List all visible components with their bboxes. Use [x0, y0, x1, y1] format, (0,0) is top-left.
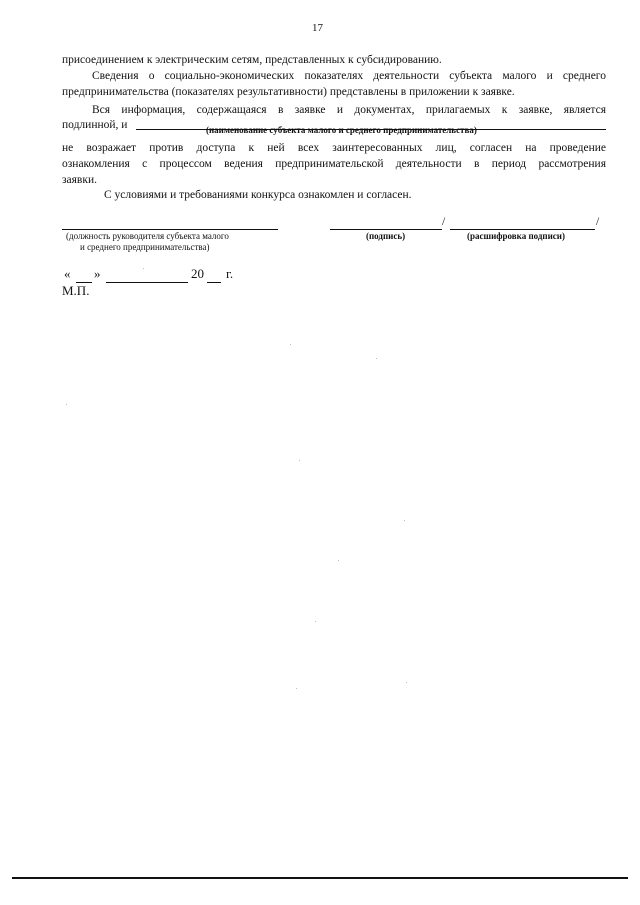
date-open-quote: «: [64, 266, 71, 281]
scan-speck: [290, 344, 291, 345]
text-line-3: предпринимательства (показателях результативности) представлены в приложении к заявке.: [62, 86, 515, 98]
signature-decoding-line: [450, 229, 595, 230]
scan-speck: [406, 682, 407, 683]
position-line: [62, 229, 278, 230]
signature-slash-2: /: [596, 216, 600, 228]
text-line-4: Вся информация, содержащаяся в заявке и документах, прилагаемых к заявке, является: [92, 104, 606, 116]
date-year-line: [207, 282, 221, 283]
page-bottom-edge: [12, 877, 628, 879]
signature-decoding-caption: (расшифровка подписи): [467, 231, 565, 241]
scan-speck: [315, 621, 316, 622]
text-line-8: заявки.: [62, 174, 97, 186]
agreement-statement: С условиями и требованиями конкурса ознакомлен и согласен.: [104, 189, 412, 201]
position-caption-2: и среднего предпринимательства): [80, 242, 210, 252]
text-line-7: ознакомления с процессом ведения предпринимательской деятельности в период рассмотрения: [62, 158, 606, 170]
scan-speck: [299, 460, 300, 461]
scan-speck: [404, 520, 405, 521]
text-line-6: не возражает против доступа к ней всех заинтересованных лиц, согласен на проведение: [62, 142, 606, 154]
scan-speck: [338, 560, 339, 561]
date-close-quote: »: [94, 266, 101, 281]
seal-label: М.П.: [62, 283, 90, 298]
text-line-1: присоединением к электрическим сетям, представленных к субсидированию.: [62, 54, 442, 66]
date-month-line: [106, 282, 188, 283]
signature-slash-1: /: [442, 216, 446, 228]
scan-speck: [66, 404, 67, 405]
scan-speck: [296, 688, 297, 689]
text-line-2: Сведения о социально-экономических показателях деятельности субъекта малого и среднего: [92, 70, 606, 82]
signature-line: [330, 229, 442, 230]
entity-name-caption: (наименование субъекта малого и среднего предпринимательства): [206, 125, 477, 135]
page-number: 17: [312, 22, 323, 34]
date-year-prefix: 20: [191, 266, 204, 281]
signature-caption: (подпись): [366, 231, 406, 241]
text-line-5-prefix: подлинной, и: [62, 119, 128, 131]
date-year-suffix: г.: [226, 266, 234, 281]
scan-speck: [376, 358, 377, 359]
scan-speck: [143, 268, 144, 269]
position-caption-1: (должность руководителя субъекта малого: [66, 231, 229, 241]
